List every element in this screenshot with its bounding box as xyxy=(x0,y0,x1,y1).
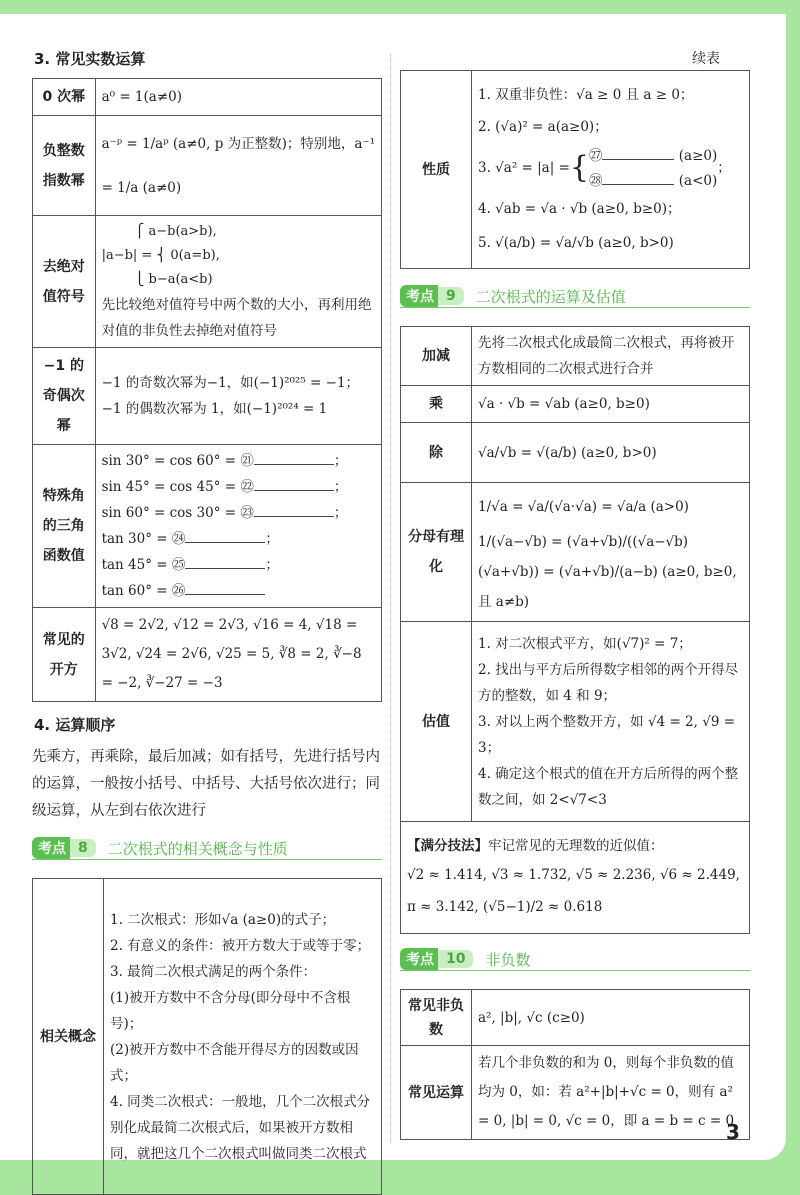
table-row xyxy=(33,879,382,1195)
row-content: −1 的偶数次幂为 1，如(−1)²⁰²⁴ = 1 xyxy=(101,401,328,417)
row-content: 1. 对二次根式平方，如(√7)² = 7； xyxy=(478,635,692,652)
piecewise xyxy=(589,143,717,193)
table-row xyxy=(401,71,750,269)
row-label: 特殊角的三角函数值 xyxy=(33,445,96,608)
kaodian-title: 二次根式的相关概念与性质 xyxy=(107,839,288,858)
trig-expression: tan 45° = ㉕ xyxy=(101,557,186,573)
table-row xyxy=(401,990,750,1046)
kaodian-9-header xyxy=(400,285,750,308)
row-content: 先将二次根式化成最简二次根式，再将被开方数相同的二次根式进行合并 xyxy=(478,335,735,377)
table-row xyxy=(401,386,750,423)
continued-label: 续表 xyxy=(692,51,720,67)
tip-row xyxy=(401,822,750,934)
section-3-title: 3. 常见实数运算 xyxy=(34,50,146,68)
tip-label: 【满分技法】 xyxy=(407,837,488,854)
radical-properties-table xyxy=(400,70,750,269)
row-label: 乘 xyxy=(401,386,472,423)
punct: ； xyxy=(265,531,279,547)
row-label: 常见运算 xyxy=(401,1046,472,1140)
property-line: 1. 双重非负性：√a ≥ 0 且 a ≥ 0； xyxy=(478,86,694,103)
table-row xyxy=(401,1046,750,1140)
row-content: ⎩ b−a(a<b) xyxy=(101,271,213,287)
answer-blank[interactable] xyxy=(254,448,334,465)
punct: ； xyxy=(333,479,348,495)
trig-line xyxy=(102,578,375,604)
nonnegative-numbers-table xyxy=(400,989,750,1140)
row-label: 负整数指数幂 xyxy=(33,116,96,216)
column-divider xyxy=(390,54,391,1144)
kaodian-number: 8 xyxy=(70,839,96,857)
table-row xyxy=(33,348,382,445)
row-label: 常见非负数 xyxy=(401,990,472,1046)
table-row xyxy=(401,622,750,822)
punct: ； xyxy=(265,557,279,573)
row-label: 除 xyxy=(401,423,472,483)
concept-line: (2)被开方数中不含能开得尽方的因数或因式； xyxy=(110,1041,359,1084)
row-content: 1/(√a−√b) = (√a+√b)/((√a−√b)(√a+√b)) = (√a+√b)/(a−b) (a≥0, b≥0, 且 a≠b) xyxy=(478,534,737,610)
row-label: 估值 xyxy=(401,622,472,822)
row-content: a⁻ᵖ = 1/aᵖ (a≠0, p 为正整数)；特别地，a⁻¹ xyxy=(101,135,375,152)
property-line: 4. √ab = √a · √b (a≥0, b≥0)； xyxy=(478,200,681,217)
row-label: 性质 xyxy=(401,71,472,269)
answer-blank[interactable] xyxy=(602,143,674,160)
punct: ； xyxy=(717,159,731,176)
trig-line xyxy=(102,448,375,474)
section-4-title: 4. 运算顺序 xyxy=(34,716,116,734)
row-content: |a−b| = ⎨ 0(a=b), xyxy=(101,247,220,263)
tip-heading xyxy=(407,833,743,859)
table-row xyxy=(33,216,382,348)
trig-expression: tan 30° = ㉔ xyxy=(101,531,186,547)
property-line: 5. √(a/b) = √a/√b (a≥0, b>0) xyxy=(478,234,674,251)
row-content: ⎧ a−b(a>b), xyxy=(101,223,217,239)
row-content: = 1/a (a≠0) xyxy=(101,179,182,196)
row-content: 4. 确定这个根式的值在开方后所得的两个整数之间，如 2<√7<3 xyxy=(478,765,739,808)
punct: ； xyxy=(333,453,348,469)
row-content: 1/√a = √a/(√a·√a) = √a/a (a>0) xyxy=(478,499,689,515)
answer-blank[interactable] xyxy=(254,500,334,517)
trig-line xyxy=(102,526,375,552)
condition: (a≥0) xyxy=(678,147,718,164)
kaodian-title: 二次根式的运算及估值 xyxy=(475,287,626,306)
table-row xyxy=(401,483,750,622)
row-label: 常见的开方 xyxy=(33,608,96,702)
row-label: 相关概念 xyxy=(33,879,104,1195)
row-label: −1 的奇偶次幂 xyxy=(33,348,96,445)
row-content: 2. 找出与平方后所得数字相邻的两个开得尽方的整数，如 4 和 9； xyxy=(478,661,739,704)
trig-line xyxy=(102,552,375,578)
tip-text: 牢记常见的无理数的近似值： xyxy=(488,837,664,854)
tip-line: √2 ≈ 1.414, √3 ≈ 1.732, √5 ≈ 2.236, √6 ≈ 2.449, xyxy=(407,866,740,883)
property-expression: 3. √a² = |a| = xyxy=(478,159,570,176)
blank-number: ㉗ xyxy=(588,147,603,164)
left-column xyxy=(32,48,382,1195)
answer-blank[interactable] xyxy=(185,552,265,569)
trig-line xyxy=(102,474,375,500)
row-content: a⁰ = 1(a≠0) xyxy=(101,89,182,105)
row-content: √a · √b = √ab (a≥0, b≥0) xyxy=(478,396,650,412)
radical-concepts-table xyxy=(32,878,382,1195)
kaodian-10-header xyxy=(400,948,750,971)
row-content: 若几个非负数的和为 0，则每个非负数的值均为 0，如：若 a²+|b|+√c = 0，则有 a² = 0, |b| = 0, √c = 0，即 a = b = c = 0 xyxy=(478,1055,735,1129)
textbook-page xyxy=(0,14,786,1160)
row-content: 先比较绝对值符号中两个数的大小，再利用绝对值的非负性去掉绝对值符号 xyxy=(101,296,372,339)
trig-expression: tan 60° = ㉖ xyxy=(101,583,186,599)
answer-blank[interactable] xyxy=(602,168,674,185)
concept-line: 3. 最简二次根式满足的两个条件： xyxy=(110,963,317,980)
row-label: 0 次幂 xyxy=(33,79,96,116)
page-number: 3 xyxy=(726,1120,740,1144)
property-line: 2. (√a)² = a(a≥0)； xyxy=(478,118,608,135)
kaodian-number: 9 xyxy=(438,287,464,305)
table-row xyxy=(33,116,382,216)
table-row xyxy=(401,327,750,386)
concept-line: 2. 有意义的条件：被开方数大于或等于零； xyxy=(110,937,371,954)
trig-line xyxy=(102,500,375,526)
row-label: 去绝对值符号 xyxy=(33,216,96,348)
row-content: √8 = 2√2, √12 = 2√3, √16 = 4, √18 = 3√2, √24 = 2√6, √25 = 5, ∛8 = 2, ∛−8 = −2, ∛−27 = −3 xyxy=(101,617,362,691)
row-content: √a/√b = √(a/b) (a≥0, b>0) xyxy=(478,444,657,461)
concept-line: (1)被开方数中不含分母(即分母中不含根号)； xyxy=(110,989,351,1032)
kaodian-number: 10 xyxy=(438,950,473,968)
row-label: 分母有理化 xyxy=(401,483,472,622)
answer-blank[interactable] xyxy=(254,474,334,491)
kaodian-title: 非负数 xyxy=(485,950,531,969)
kaodian-tag: 考点 xyxy=(400,948,438,970)
trig-expression: sin 60° = cos 30° = ㉓ xyxy=(101,505,254,521)
trig-expression: sin 30° = cos 60° = ㉑ xyxy=(101,453,254,469)
trig-expression: sin 45° = cos 45° = ㉒ xyxy=(101,479,254,495)
table-row xyxy=(33,608,382,702)
kaodian-tag: 考点 xyxy=(400,285,438,307)
real-number-operations-table xyxy=(32,78,382,702)
brace: { xyxy=(569,149,589,185)
row-content: 3. 对以上两个整数开方，如 √4 = 2, √9 = 3； xyxy=(478,713,736,756)
row-label: 加减 xyxy=(401,327,472,386)
concept-line: 1. 二次根式：形如√a (a≥0)的式子； xyxy=(110,911,336,928)
answer-blank[interactable] xyxy=(185,526,265,543)
blank-number: ㉘ xyxy=(588,172,603,189)
answer-blank[interactable] xyxy=(185,578,265,595)
row-content: a², |b|, √c (c≥0) xyxy=(478,1009,585,1026)
right-column xyxy=(400,48,750,1140)
property-line xyxy=(478,143,743,193)
table-row xyxy=(33,79,382,116)
tip-line: π ≈ 3.142, (√5−1)/2 ≈ 0.618 xyxy=(407,898,603,915)
table-row xyxy=(33,445,382,608)
kaodian-8-header xyxy=(32,837,382,860)
kaodian-tag: 考点 xyxy=(32,837,70,859)
punct: ； xyxy=(333,505,348,521)
concept-line: 4. 同类二次根式：一般地，几个二次根式分别化成最简二次根式后，如果被开方数相同，就把这几个二次根式叫做同类二次根式 xyxy=(110,1093,371,1162)
section-4-text: 先乘方，再乘除，最后加减；如有括号，先进行括号内的运算，一般按小括号、中括号、大括号依次进行；同级运算，从左到右依次进行 xyxy=(32,749,380,819)
row-content: −1 的奇数次幂为−1，如(−1)²⁰²⁵ = −1； xyxy=(101,375,360,391)
table-row xyxy=(401,423,750,483)
radical-operations-table xyxy=(400,326,750,934)
condition: (a<0) xyxy=(678,172,718,189)
